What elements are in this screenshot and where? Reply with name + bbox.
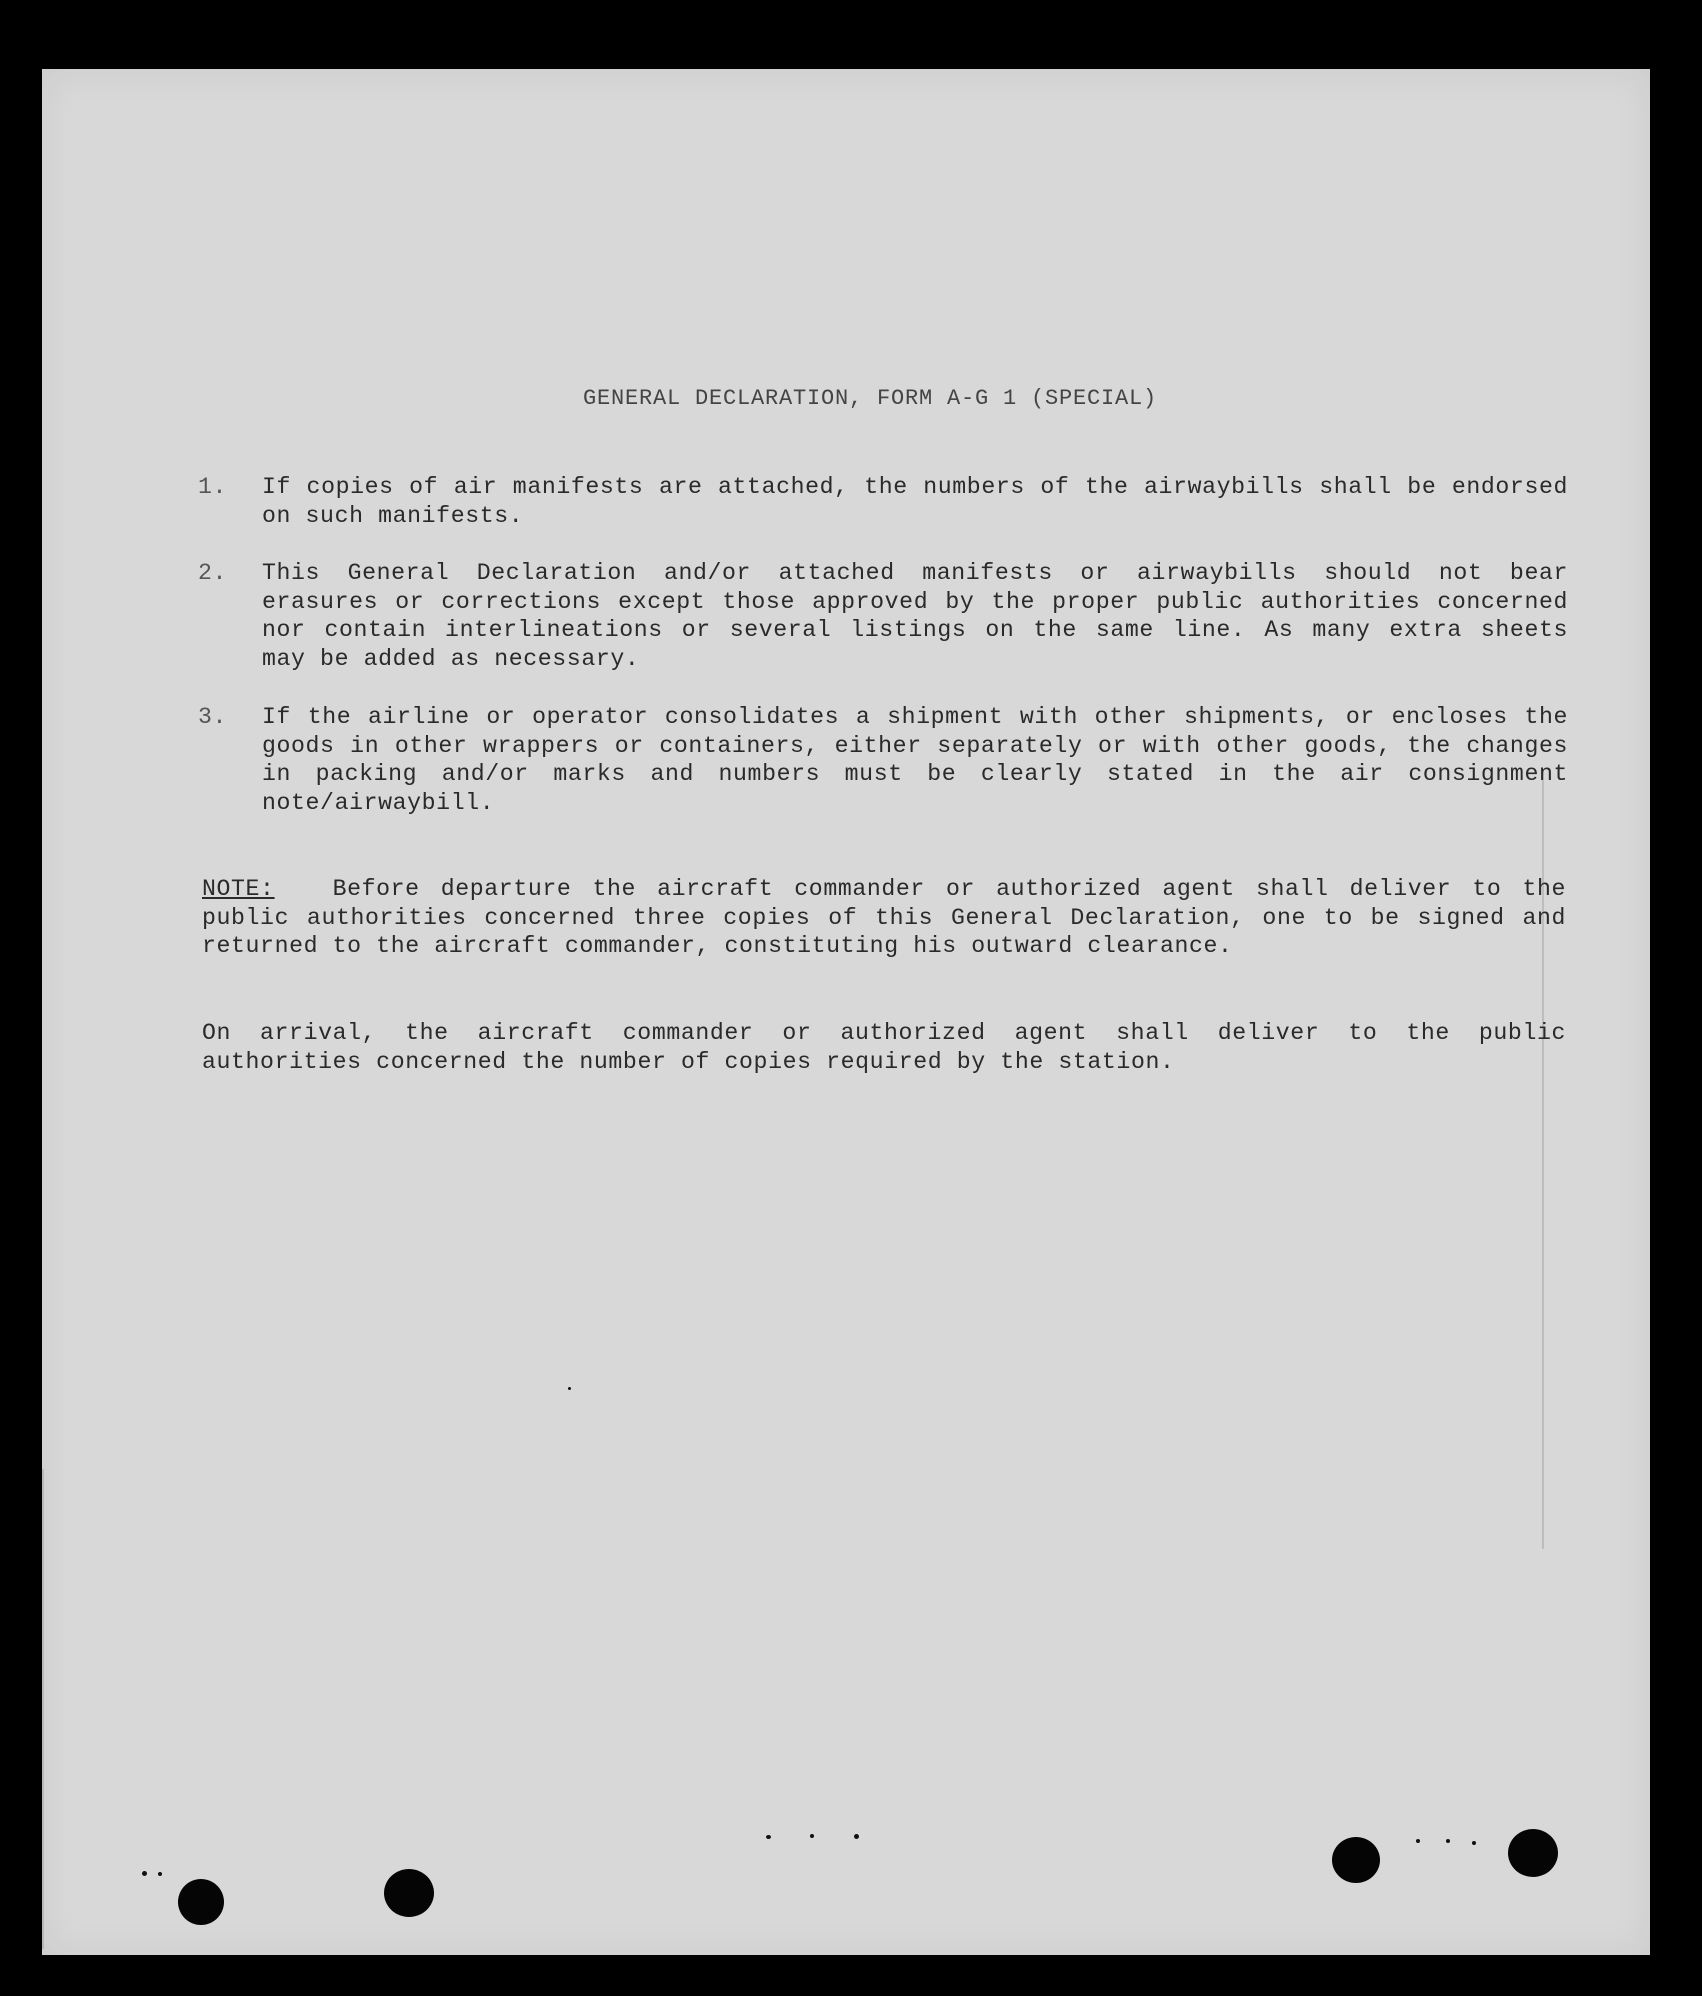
dust-speck xyxy=(158,1872,162,1876)
dust-speck xyxy=(1416,1839,1420,1843)
dust-speck xyxy=(142,1871,147,1876)
instruction-item-1 xyxy=(198,473,1568,530)
document-sheet xyxy=(42,69,1650,1955)
dust-speck xyxy=(766,1835,771,1839)
item-number: 3. xyxy=(198,704,228,730)
instruction-item-3 xyxy=(198,703,1568,817)
item-number: 1. xyxy=(198,474,228,500)
instruction-item-2 xyxy=(198,559,1568,673)
dust-speck xyxy=(1446,1839,1450,1843)
item-text: If copies of air manifests are attached, the numbers of the airwaybills shall be endorsed on such manifests. xyxy=(262,474,1568,529)
dust-speck xyxy=(568,1387,571,1390)
item-text: If the airline or operator consolidates a shipment with other shipments, or encloses the goods in other wrappers or containers, either separately or with other goods, the changes in packing and/or marks and numbers must be clearly stated in the air consignment note/airwaybill. xyxy=(262,704,1568,816)
form-title: GENERAL DECLARATION, FORM A-G 1 (SPECIAL) xyxy=(582,386,1158,411)
note-paragraph xyxy=(202,875,1566,961)
dust-speck xyxy=(810,1834,814,1838)
binder-hole-bottom-right-2 xyxy=(1508,1829,1558,1877)
arrival-paragraph: On arrival, the aircraft commander or authorized agent shall deliver to the public authorities concerned the number of copies required by the station. xyxy=(202,1020,1566,1075)
note-label: NOTE: xyxy=(202,876,275,902)
item-number: 2. xyxy=(198,560,228,586)
dust-speck xyxy=(854,1834,859,1839)
binder-hole-bottom-left-2 xyxy=(384,1869,434,1917)
note-text: Before departure the aircraft commander or authorized agent shall deliver to the public authorities concerned three copies of this General Declaration, one to be signed and returned to the aircraft commander, constituting his outward clearance. xyxy=(202,876,1566,959)
binder-hole-bottom-right xyxy=(1332,1837,1380,1883)
dust-speck xyxy=(1472,1841,1476,1845)
sheet-crease-left xyxy=(42,1469,44,1949)
binder-hole-bottom-left xyxy=(178,1879,224,1925)
item-text: This General Declaration and/or attached manifests or airwaybills should not bear erasures or corrections except those approved by the proper public authorities concerned nor contain interlineations or several listings on the same line. As many extra sheets may be added as necessary. xyxy=(262,560,1568,672)
